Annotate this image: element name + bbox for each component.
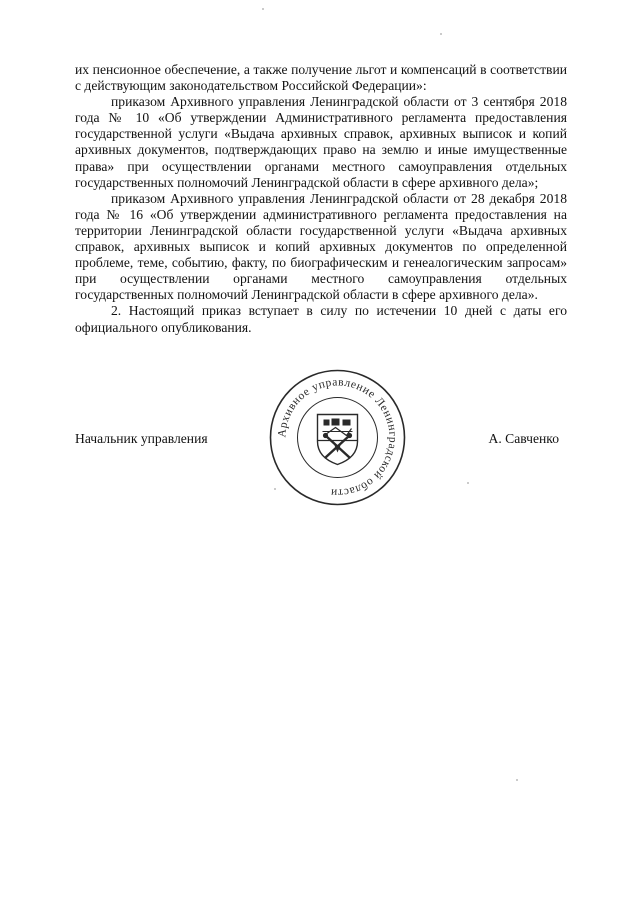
coat-of-arms-icon [318, 415, 358, 465]
scan-speck [440, 33, 442, 35]
signatory-name: А. Савченко [488, 431, 559, 446]
paragraph-order-10: приказом Архивного управления Ленинградской области от 3 сентября 2018 года № 10 «Об утверждении Административного регламента предоставления государственной услуги «Выдача архивных справок, архивных выписок и копий архивных документов, подтверждающих право на землю и иные имущественные права» при осуществлении органами местного самоуправления отдельных государственных полномочий Ленинградской области в сфере архивного дела»; [75, 94, 567, 190]
scan-speck [262, 8, 264, 10]
paragraph-effective-date: 2. Настоящий приказ вступает в силу по истечении 10 дней с даты его официального опубликования. [75, 303, 567, 335]
scan-speck [516, 779, 518, 781]
scan-speck [467, 482, 469, 484]
document-body [75, 62, 567, 336]
signatory-position: Начальник управления [75, 431, 208, 446]
paragraph-order-16: приказом Архивного управления Ленинградской области от 28 декабря 2018 года № 16 «Об утверждении административного регламента предоставления на территории Ленинградской области государственной услуги «Выдача архивных справок, архивных выписок и копий архивных документов по определенной проблеме, теме, событию, факту, по биографическим и генеалогическим запросам» при осуществлении органами местного самоуправления отдельных государственных полномочий Ленинградской области в сфере архивного дела». [75, 190, 567, 303]
official-seal [265, 365, 410, 510]
paragraph-continuation: их пенсионное обеспечение, а также получение льгот и компенсаций в соответствии с действующим законодательством Российской Федерации»: [75, 62, 567, 94]
seal-inner-ring [298, 398, 378, 478]
seal-ring-text: Архивное управление Ленинградской области [276, 376, 399, 499]
scan-speck [274, 488, 276, 490]
seal-outer-ring [271, 371, 405, 505]
